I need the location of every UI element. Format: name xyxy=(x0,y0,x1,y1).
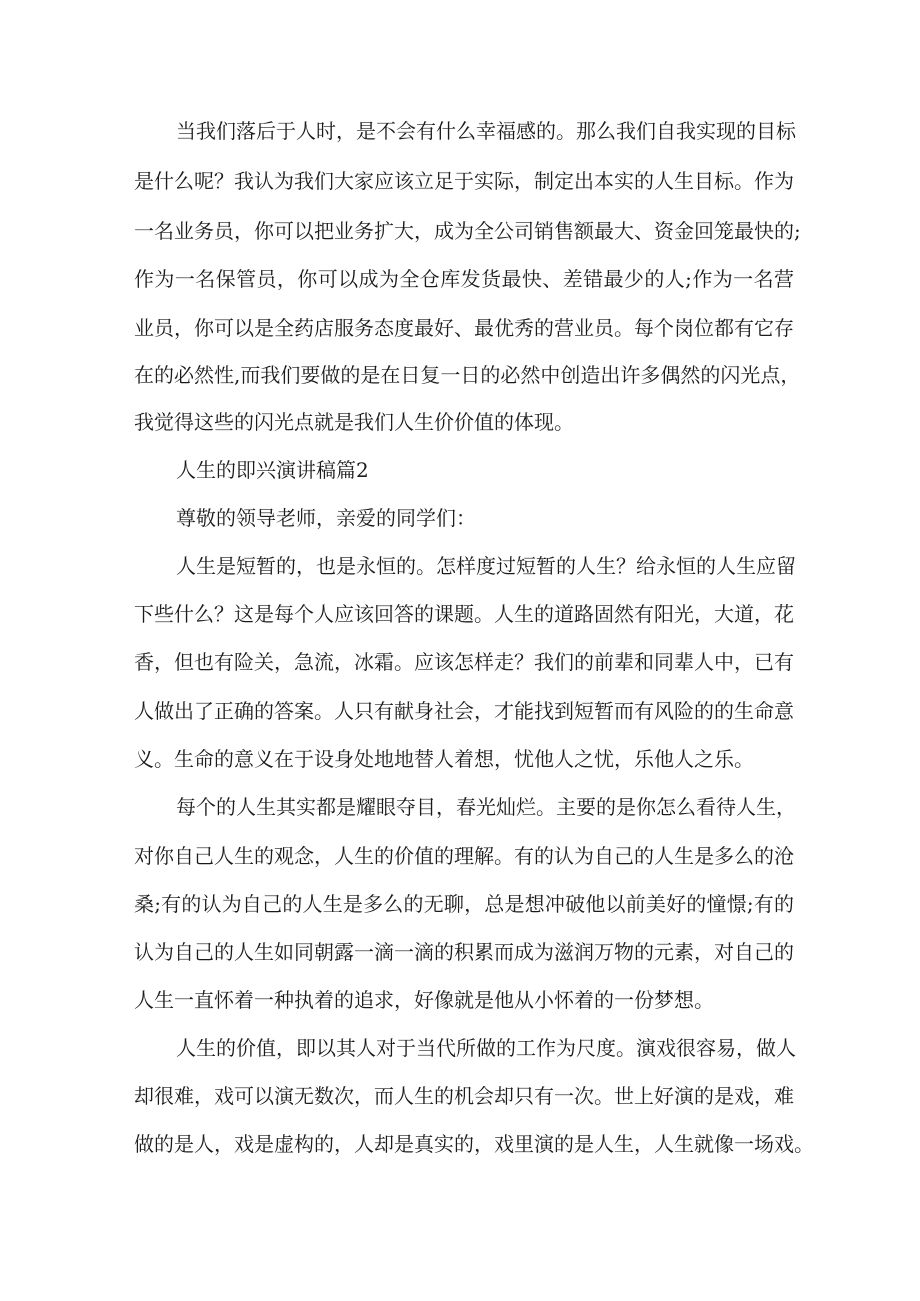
paragraph-1-line-4: 作为一名保管员，你可以成为全仓库发货最快、差错最少的人;作为一名营 xyxy=(134,267,794,291)
paragraph-2-line-2: 下些什么？这是每个人应该回答的课题。人生的道路固然有阳光，大道，花 xyxy=(134,602,794,626)
paragraph-2-line-4: 人做出了正确的答案。人只有献身社会，才能找到短暂而有风险的的生命意 xyxy=(134,699,794,723)
paragraph-1-line-7: 我觉得这些的闪光点就是我们人生价价值的体现。 xyxy=(134,410,574,434)
paragraph-2-line-3: 香，但也有险关，急流，冰霜。应该怎样走？我们的前辈和同辈人中，已有 xyxy=(134,650,794,674)
paragraph-1-line-3: 一名业务员，你可以把业务扩大，成为全公司销售额最大、资金回笼最快的; xyxy=(134,219,801,243)
paragraph-3-line-2: 对你自己人生的观念，人生的价值的理解。有的认为自己的人生是多么的沧 xyxy=(134,844,794,868)
paragraph-3-line-4: 认为自己的人生如同朝露一滴一滴的积累而成为滋润万物的元素，对自己的 xyxy=(134,940,794,964)
paragraph-3-line-3: 桑;有的认为自己的人生是多么的无聊，总是想冲破他以前美好的憧憬;有的 xyxy=(134,892,794,916)
paragraph-4-line-3: 做的是人，戏是虚构的，人却是真实的，戏里演的是人生，人生就像一场戏。 xyxy=(134,1132,814,1156)
paragraph-3-line-5: 人生一直怀着一种执着的追求，好像就是他从小怀着的一份梦想。 xyxy=(134,988,714,1012)
paragraph-1-line-2: 是什么呢？我认为我们大家应该立足于实际，制定出本实的人生目标。作为 xyxy=(134,169,794,193)
paragraph-1-line-6: 在的必然性,而我们要做的是在日复一日的必然中创造出许多偶然的闪光点， xyxy=(134,363,801,387)
paragraph-4-line-2: 却很难，戏可以演无数次，而人生的机会却只有一次。世上好演的是戏，难 xyxy=(134,1084,794,1108)
paragraph-3-line-1: 每个的人生其实都是耀眼夺目，春光灿烂。主要的是你怎么看待人生， xyxy=(176,795,796,819)
paragraph-1-line-5: 业员，你可以是全药店服务态度最好、最优秀的营业员。每个岗位都有它存 xyxy=(134,316,794,340)
paragraph-1-line-1: 当我们落后于人时，是不会有什么幸福感的。那么我们自我实现的目标 xyxy=(176,119,796,143)
salutation: 尊敬的领导老师，亲爱的同学们： xyxy=(176,506,476,530)
section-heading: 人生的即兴演讲稿篇2 xyxy=(176,458,369,482)
paragraph-2-line-1: 人生是短暂的，也是永恒的。怎样度过短暂的人生？给永恒的人生应留 xyxy=(176,554,796,578)
paragraph-2-line-5: 义。生命的意义在于设身处地地替人着想，忧他人之忧，乐他人之乐。 xyxy=(134,747,754,771)
paragraph-4-line-1: 人生的价值，即以其人对于当代所做的工作为尺度。演戏很容易，做人 xyxy=(176,1036,796,1060)
